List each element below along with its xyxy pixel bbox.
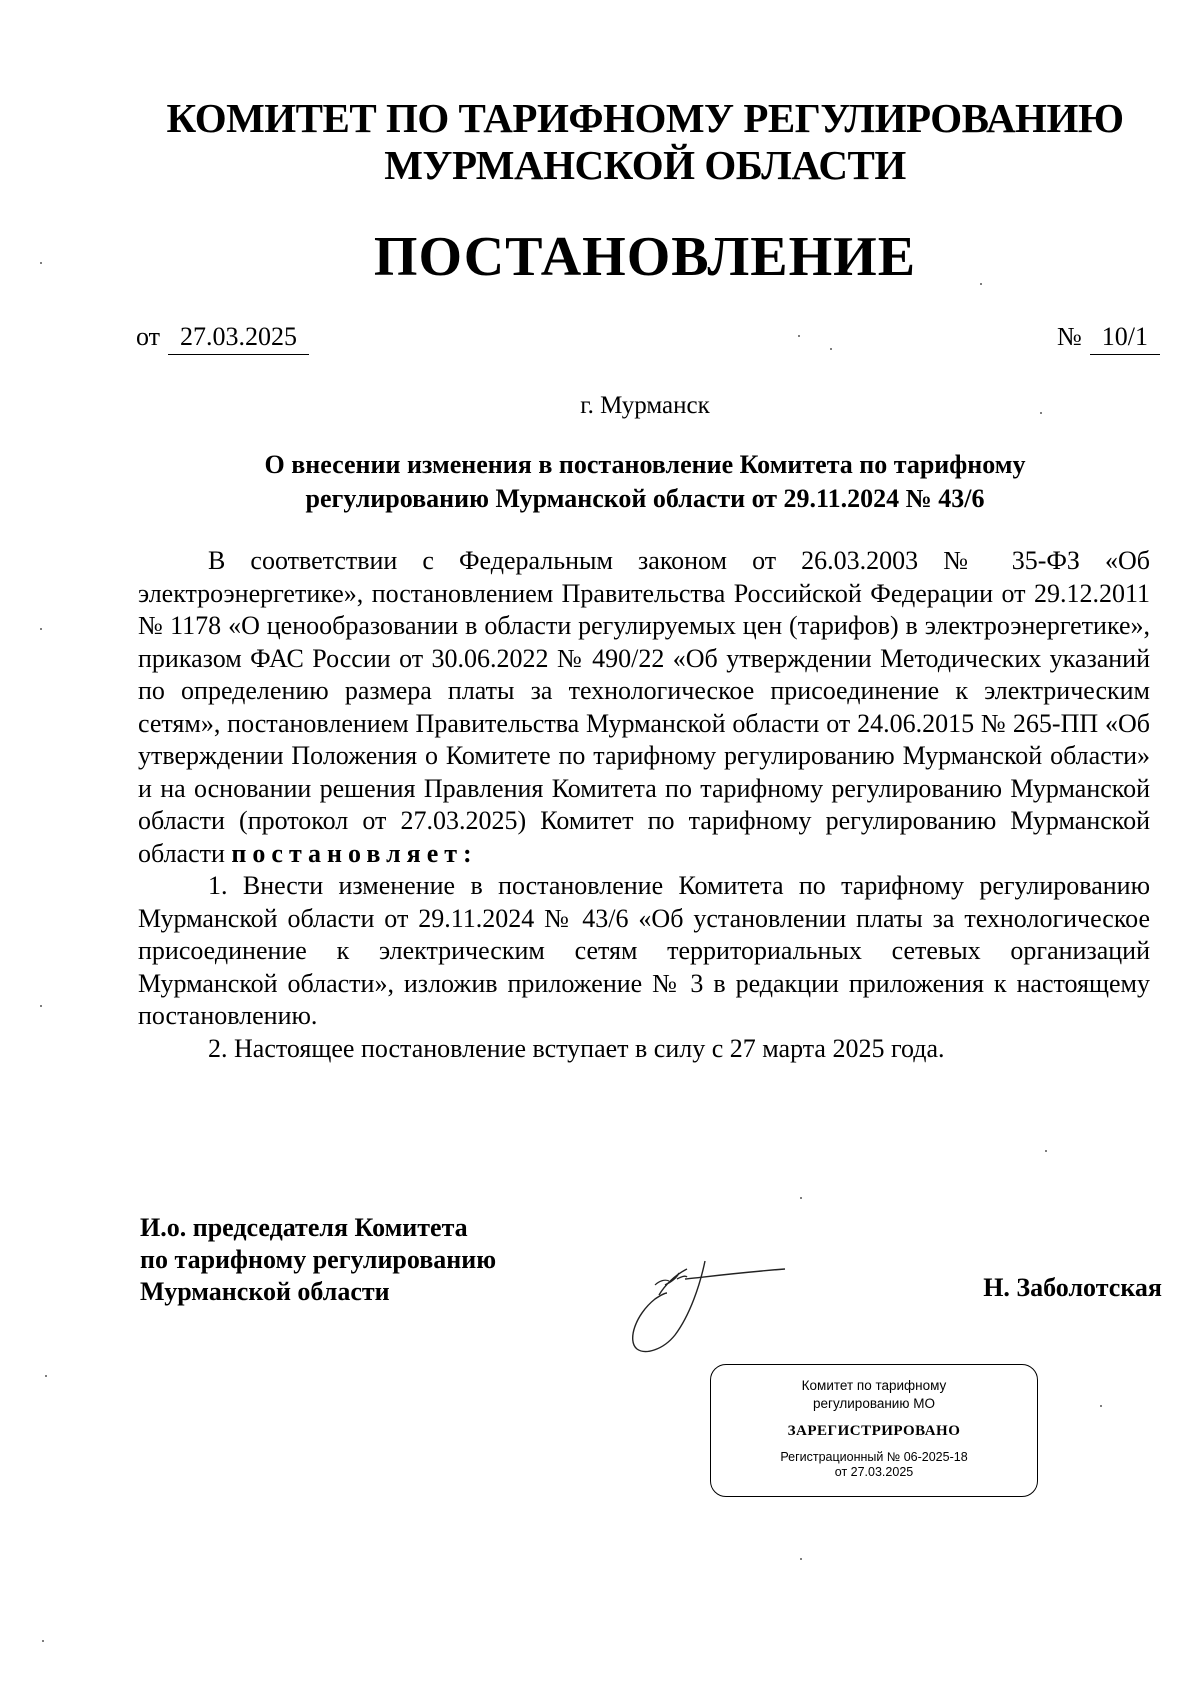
resolves-colon: : [463,838,472,868]
signatory-title-line3: Мурманской области [140,1277,390,1306]
signatory-title-line1: И.о. председателя Комитета [140,1213,468,1242]
handwritten-signature [625,1255,795,1365]
scan-speck [1100,1405,1102,1407]
organization-name-line1: КОМИТЕТ ПО ТАРИФНОМУ РЕГУЛИРОВАНИЮ [166,95,1124,141]
city: г. Мурманск [580,392,710,419]
scan-speck [830,348,832,350]
scan-speck [800,1558,802,1560]
stamp-org-line2: регулированию МО [813,1396,935,1411]
signatory-title [140,1212,496,1308]
document-body [138,545,1150,1065]
document-title [150,448,1140,516]
stamp-reg-date: от 27.03.2025 [834,1465,914,1479]
stamp-reg-number: Регистрационный № 06-2025-18 [780,1450,968,1464]
scan-speck [42,1640,44,1642]
document-title-line1: О внесении изменения в постановление Комитета по тарифному [264,450,1026,479]
date-line [136,320,309,355]
stamp-organization [711,1377,1037,1413]
scan-speck [798,335,800,337]
scan-speck [45,1375,47,1377]
date-prefix: от [136,322,161,351]
scan-speck [40,1005,42,1007]
stamp-registration [711,1450,1037,1480]
scan-speck [800,1197,802,1199]
scan-speck [1040,412,1042,414]
item-2: 2. Настоящее постановление вступает в силу с 27 марта 2025 года. [208,1033,945,1063]
scan-speck [40,262,42,264]
scan-speck [980,283,982,285]
stamp-org-line1: Комитет по тарифному [801,1378,947,1393]
number-prefix: № [1056,322,1082,351]
item-1: 1. Внести изменение в постановление Комитета по тарифному регулированию Мурманской области от 29.11.2024 № 43/6 «Об установлении платы за технологическое присоединение к электрическим сетям территориальных сетевых организаций Мурманской области», изложив приложение № 3 в редакции приложения к настоящему постановлению. [138,871,1150,1030]
organization-name-line2: МУРМАНСКОЙ ОБЛАСТИ [384,142,906,188]
scan-speck [1045,1150,1047,1152]
document-number: 10/1 [1090,320,1160,355]
document-title-line2: регулированию Мурманской области от 29.11.2024 № 43/6 [305,484,985,513]
preamble-paragraph [138,545,1150,870]
scan-speck [40,628,42,630]
number-line [1057,320,1160,355]
organization-name [0,95,1200,189]
signatory-name: Н. Заболотская [983,1273,1162,1302]
resolves-word: постановляет [231,838,464,868]
document-type: ПОСТАНОВЛЕНИЕ [373,226,917,288]
preamble-text: В соответствии с Федеральным законом от 26.03.2003 № 35-ФЗ «Об электроэнергетике», постановлением Правительства Российской Федерации от 29.12.2011 № 1178 «О ценообразовании в области регулируемых цен (тарифов) в электроэнергетике», приказом ФАС России от 30.06.2022 № 490/22 «Об утверждении Методических указаний по определению размера платы за технологическое присоединение к электрическим сетям», постановлением Правительства Мурманской области от 24.06.2015 № 265-ПП «Об утверждении Положения о Комитете по тарифному регулированию Мурманской области» и на основании решения Правления Комитета по тарифному регулированию Мурманской области (протокол от 27.03.2025) Комитет по тарифному регулированию Мурманской области [138,546,1150,868]
document-date: 27.03.2025 [168,320,309,355]
registration-stamp [710,1364,1038,1497]
signatory-title-line2: по тарифному регулированию [140,1245,497,1274]
stamp-status: ЗАРЕГИСТРИРОВАНО [787,1423,961,1439]
